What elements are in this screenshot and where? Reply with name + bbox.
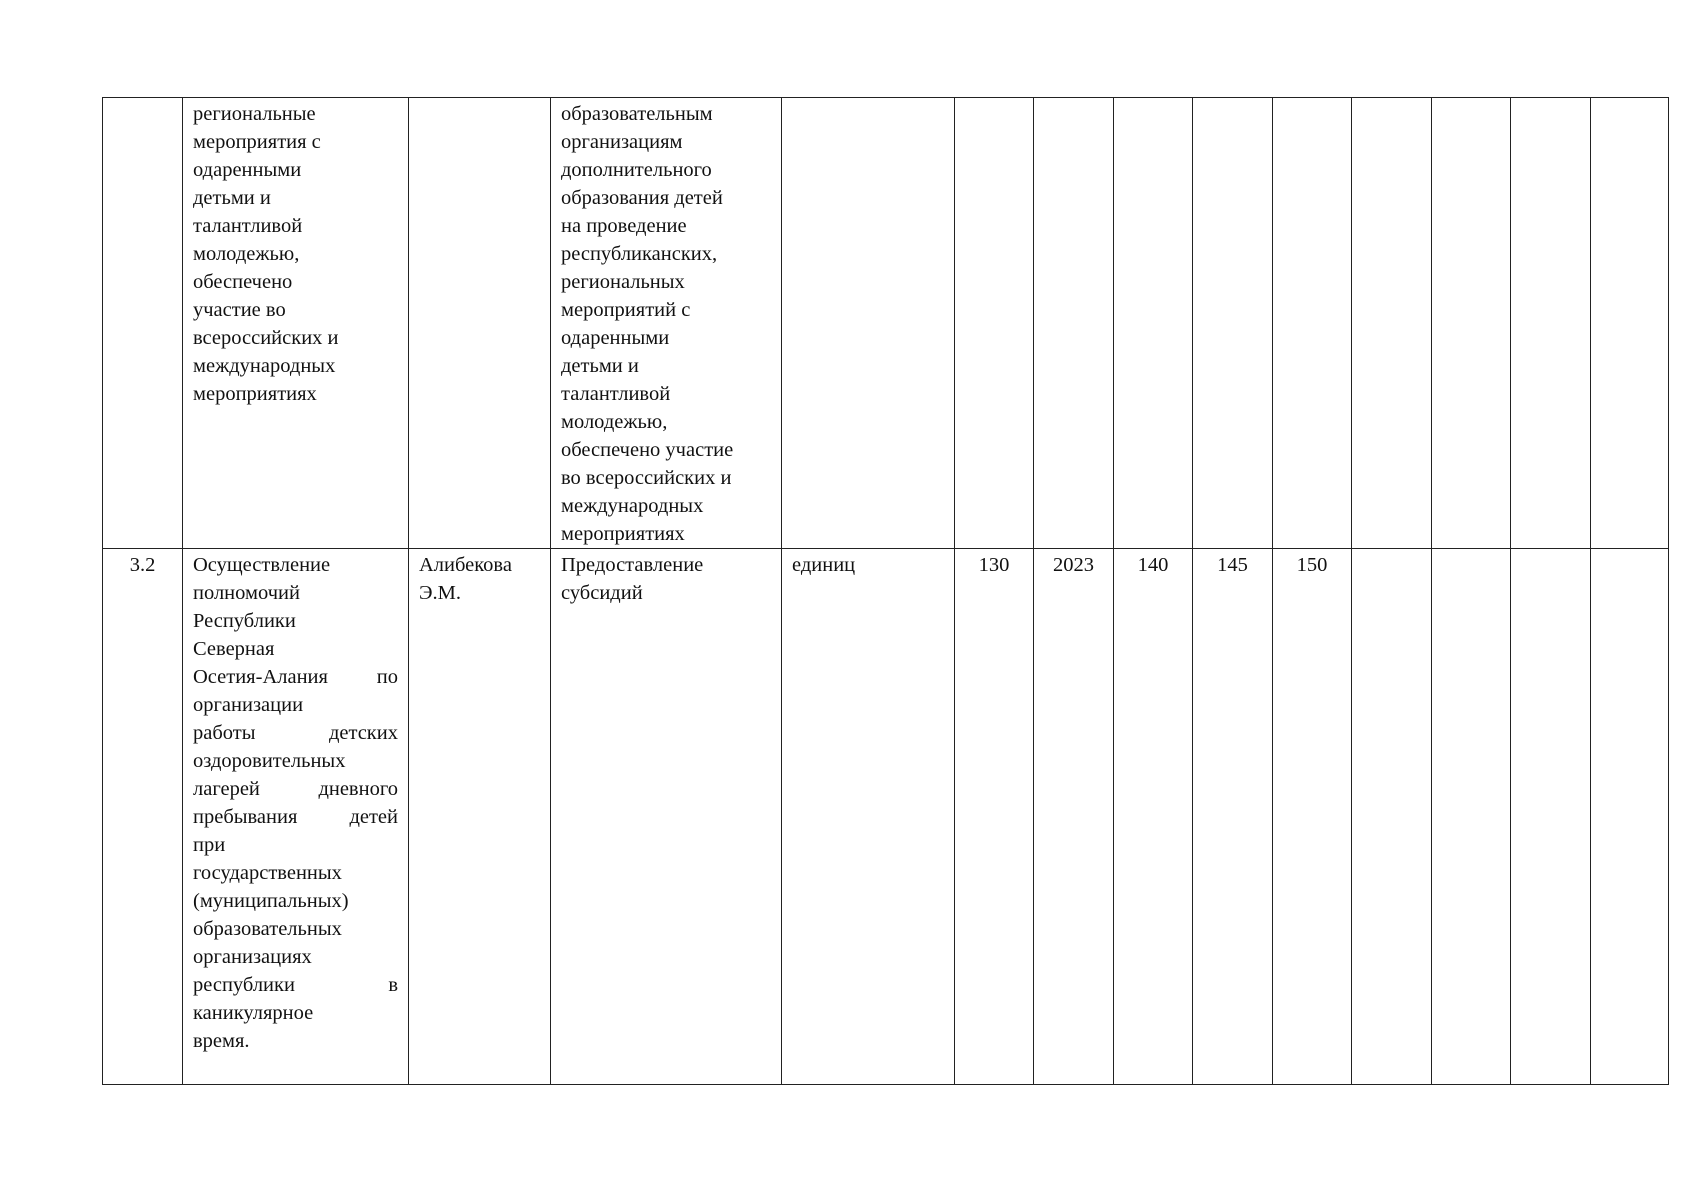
cell-year-5: [1432, 98, 1511, 549]
event-text-line: одаренными: [193, 159, 302, 181]
table-row-3-2: [103, 549, 1669, 1085]
cell-responsible: [409, 549, 551, 1085]
event-word: лагерей: [193, 778, 260, 800]
event-text-line: [193, 803, 398, 831]
cell-unit: единиц: [782, 549, 955, 1085]
cell-year-5: [1432, 549, 1511, 1085]
result-text-line: во всероссийских и: [561, 467, 732, 489]
event-word: республики: [193, 974, 295, 996]
event-text-line: [193, 719, 398, 747]
cell-base-value: 130: [955, 549, 1034, 1085]
cell-year-3: 150: [1273, 549, 1352, 1085]
event-text-line: организации: [193, 694, 304, 716]
event-text-line: при: [193, 834, 226, 856]
event-text-line: Республики: [193, 610, 296, 632]
cell-year-1: [1114, 98, 1193, 549]
event-word: пребывания: [193, 806, 298, 828]
event-text-line: талантливой: [193, 215, 303, 237]
result-text-line: республиканских,: [561, 243, 718, 265]
cell-year-4: [1352, 98, 1432, 549]
result-text-line: субсидий: [561, 582, 643, 604]
event-text-line: мероприятия с: [193, 131, 321, 153]
cell-year-2: 145: [1193, 549, 1273, 1085]
event-text-line: [193, 663, 398, 691]
result-text-line: региональных: [561, 271, 685, 293]
event-text-line: [193, 971, 398, 999]
event-word: Осетия-Алания: [193, 666, 328, 688]
result-text-line: обеспечено участие: [561, 439, 734, 461]
cell-base-year: 2023: [1034, 549, 1114, 1085]
cell-event-name: [183, 98, 409, 549]
cell-unit: [782, 98, 955, 549]
event-word: работы: [193, 722, 256, 744]
result-text-line: на проведение: [561, 215, 687, 237]
event-text-line: оздоровительных: [193, 750, 346, 772]
cell-number: 3.2: [103, 549, 183, 1085]
cell-year-4: [1352, 549, 1432, 1085]
event-text-line: международных: [193, 355, 336, 377]
cell-year-6: [1511, 98, 1591, 549]
cell-base-year: [1034, 98, 1114, 549]
cell-result: [551, 98, 782, 549]
result-text-line: международных: [561, 495, 704, 517]
event-text-line: всероссийских и: [193, 327, 339, 349]
responsible-text-line: Алибекова: [419, 554, 512, 576]
result-text-line: талантливой: [561, 383, 671, 405]
result-text-line: одаренными: [561, 327, 670, 349]
event-text-line: Осуществление: [193, 554, 331, 576]
event-word: детей: [349, 806, 398, 828]
event-text-line: обеспечено: [193, 271, 293, 293]
event-text-line: полномочий: [193, 582, 300, 604]
indicators-table: [102, 97, 1669, 1085]
event-text-line: молодежью,: [193, 243, 300, 265]
responsible-text-line: Э.М.: [419, 582, 462, 604]
cell-responsible: [409, 98, 551, 549]
result-text-line: мероприятиях: [561, 523, 685, 545]
event-text-line: организациях: [193, 946, 312, 968]
cell-year-3: [1273, 98, 1352, 549]
result-text-line: молодежью,: [561, 411, 668, 433]
cell-base-value: [955, 98, 1034, 549]
result-text-line: организациям: [561, 131, 683, 153]
result-text-line: образования детей: [561, 187, 723, 209]
cell-year-7: [1591, 549, 1669, 1085]
cell-year-7: [1591, 98, 1669, 549]
event-text-line: (муниципальных): [193, 890, 349, 912]
cell-number: [103, 98, 183, 549]
event-text-line: государственных: [193, 862, 342, 884]
event-text-line: образовательных: [193, 918, 342, 940]
event-text-line: каникулярное: [193, 1002, 314, 1024]
cell-year-6: [1511, 549, 1591, 1085]
event-text-line: мероприятиях: [193, 383, 317, 405]
result-text-line: Предоставление: [561, 554, 704, 576]
event-text-line: участие во: [193, 299, 286, 321]
event-text-line: время.: [193, 1030, 250, 1052]
table-row-continued: [103, 98, 1669, 549]
cell-result: [551, 549, 782, 1085]
result-text-line: дополнительного: [561, 159, 712, 181]
event-text-line: региональные: [193, 103, 316, 125]
cell-year-2: [1193, 98, 1273, 549]
event-word: детских: [328, 722, 398, 744]
event-text-line: [193, 775, 398, 803]
result-text-line: мероприятий с: [561, 299, 691, 321]
cell-event-name: [183, 549, 409, 1085]
event-word: по: [376, 666, 398, 688]
event-text-line: Северная: [193, 638, 275, 660]
result-text-line: образовательным: [561, 103, 713, 125]
result-text-line: детьми и: [561, 355, 639, 377]
event-word: дневного: [318, 778, 398, 800]
event-text-line: детьми и: [193, 187, 271, 209]
cell-year-1: 140: [1114, 549, 1193, 1085]
event-word: в: [388, 974, 398, 996]
